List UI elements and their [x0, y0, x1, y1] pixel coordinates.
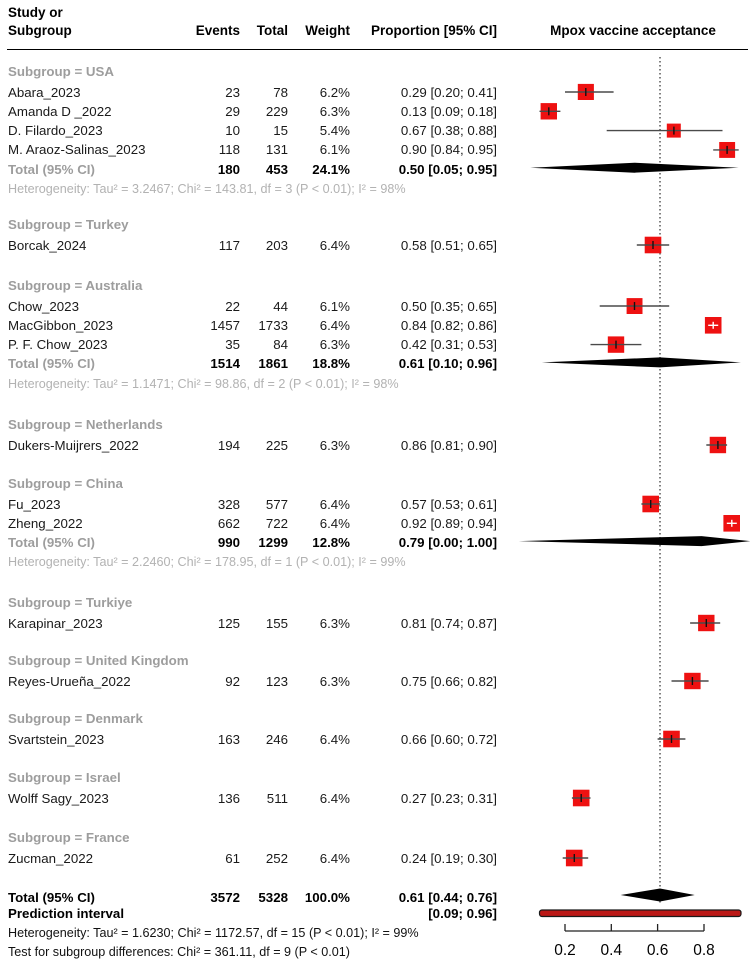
subgroup-total-row-proportion-cell: 0.50 [0.05; 0.95] [398, 161, 497, 177]
study-row-events-cell: 163 [217, 731, 240, 747]
study-row-label: Zucman_2022 [8, 850, 94, 866]
study-row-proportion-cell: 0.86 [0.81; 0.90] [400, 437, 497, 453]
study-row-weight-cell: 6.4% [319, 237, 350, 253]
study-row-label: Chow_2023 [8, 298, 79, 314]
study-row-weight-cell: 6.4% [319, 496, 350, 512]
study-row-events-cell: 118 [218, 142, 240, 158]
study-row-total-cell: 84 [273, 337, 288, 353]
subgroup-total-row-label: Total (95% CI) [8, 356, 95, 372]
subgroup-total-row-total-cell: 1299 [258, 535, 288, 551]
study-row-total-cell: 225 [265, 437, 288, 453]
subgroup-header-row-label: Subgroup = Denmark [8, 710, 143, 726]
subgroup-header-row-label: Subgroup = USA [8, 63, 115, 79]
study-row-total-cell: 577 [265, 496, 288, 512]
subgroup-total-row-total-cell: 453 [265, 161, 288, 177]
total-col-header: Total [256, 23, 288, 38]
study-row-label: Amanda D _2022 [8, 103, 112, 119]
x-axis-tick-label: 0.6 [646, 942, 669, 959]
study-row-proportion-cell: 0.81 [0.74; 0.87] [400, 615, 497, 631]
subgroup-total-row-events-cell: 990 [217, 535, 240, 551]
study-row-label: Abara_2023 [8, 84, 81, 100]
study-row-events-cell: 662 [217, 515, 240, 531]
study-row-proportion-cell: 0.67 [0.38; 0.88] [400, 123, 497, 139]
study-row-label: Wolff Sagy_2023 [8, 790, 109, 806]
study-row-label: Dukers-Muijrers_2022 [8, 437, 139, 453]
study-col-header-line1: Study or [8, 5, 63, 20]
study-row-events-cell: 22 [225, 298, 240, 314]
plot-title: Mpox vaccine acceptance [550, 23, 716, 38]
study-row-label: P. F. Chow_2023 [8, 337, 108, 353]
subgroup-header-row-label: Subgroup = Australia [8, 277, 143, 293]
study-row-proportion-cell: 0.90 [0.84; 0.95] [400, 142, 497, 158]
study-row-label: Fu_2023 [8, 496, 61, 512]
study-row-proportion-cell: 0.50 [0.35; 0.65] [400, 298, 497, 314]
prediction-interval-bar [540, 910, 742, 917]
study-row-weight-cell: 6.4% [319, 317, 350, 333]
subgroup-total-row-events-cell: 180 [217, 161, 240, 177]
study-row-total-cell: 131 [265, 142, 288, 158]
study-row-events-cell: 125 [217, 615, 240, 631]
subgroup-diamond [542, 357, 741, 367]
subgroup-test-row-label: Test for subgroup differences: Chi² = 361.11, df = 9 (P < 0.01) [8, 945, 350, 959]
subgroup-header-row-label: Subgroup = Netherlands [8, 416, 163, 432]
study-row-weight-cell: 6.3% [319, 337, 350, 353]
study-row-total-cell: 229 [265, 103, 288, 119]
overall-total-row-weight-cell: 100.0% [304, 889, 350, 905]
study-row-events-cell: 136 [217, 790, 240, 806]
overall-total-row-events-cell: 3572 [210, 889, 240, 905]
overall-diamond [621, 889, 695, 902]
study-row-proportion-cell: 0.58 [0.51; 0.65] [400, 237, 497, 253]
study-row-total-cell: 203 [265, 237, 288, 253]
study-row-label: MacGibbon_2023 [8, 317, 113, 333]
subgroup-diamond [530, 163, 738, 173]
study-row-total-cell: 252 [265, 850, 288, 866]
subgroup-header-row-label: Subgroup = Turkey [8, 216, 129, 232]
study-row-proportion-cell: 0.92 [0.89; 0.94] [400, 515, 497, 531]
study-row-label: M. Araoz-Salinas_2023 [8, 142, 146, 158]
subgroup-total-row-label: Total (95% CI) [8, 161, 95, 177]
study-row-total-cell: 44 [273, 298, 288, 314]
overall-total-row-label: Total (95% CI) [8, 889, 95, 905]
study-row-events-cell: 61 [225, 850, 240, 866]
study-row-proportion-cell: 0.57 [0.53; 0.61] [400, 496, 497, 512]
study-row-proportion-cell: 0.27 [0.23; 0.31] [400, 790, 497, 806]
study-row-label: Reyes-Urueña_2022 [8, 673, 131, 689]
subgroup-total-row-events-cell: 1514 [210, 356, 240, 372]
study-row-weight-cell: 6.2% [319, 84, 350, 100]
study-row-weight-cell: 6.1% [319, 298, 350, 314]
study-row-total-cell: 155 [265, 615, 288, 631]
study-row-events-cell: 23 [225, 84, 240, 100]
subgroup-header-row-label: Subgroup = China [8, 475, 123, 491]
study-row-events-cell: 35 [225, 337, 240, 353]
study-row-events-cell: 328 [217, 496, 240, 512]
study-row-weight-cell: 6.1% [319, 142, 350, 158]
study-row-total-cell: 246 [265, 731, 288, 747]
study-row-proportion-cell: 0.24 [0.19; 0.30] [400, 850, 497, 866]
study-row-proportion-cell: 0.84 [0.82; 0.86] [400, 317, 497, 333]
subgroup-total-row-proportion-cell: 0.79 [0.00; 1.00] [398, 535, 497, 551]
study-row-label: Svartstein_2023 [8, 731, 105, 747]
study-row-total-cell: 123 [265, 673, 288, 689]
subgroup-total-row-weight-cell: 18.8% [312, 356, 350, 372]
study-row-label: Karapinar_2023 [8, 615, 103, 631]
study-row-proportion-cell: 0.66 [0.60; 0.72] [400, 731, 497, 747]
weight-col-header: Weight [305, 23, 350, 38]
subgroup-total-row-total-cell: 1861 [258, 356, 288, 372]
x-axis-tick-label: 0.8 [693, 942, 715, 959]
study-row-weight-cell: 6.3% [319, 615, 350, 631]
subgroup-heterogeneity-row-label: Heterogeneity: Tau² = 1.1471; Chi² = 98.86, df = 2 (P < 0.01); I² = 98% [8, 376, 399, 391]
study-row-weight-cell: 6.4% [319, 515, 350, 531]
study-row-weight-cell: 6.4% [319, 790, 350, 806]
study-row-label: Zheng_2022 [8, 515, 83, 531]
study-row-weight-cell: 6.3% [319, 673, 350, 689]
subgroup-header-row-label: Subgroup = United Kingdom [8, 652, 189, 668]
study-row-proportion-cell: 0.29 [0.20; 0.41] [400, 84, 497, 100]
study-row-proportion-cell: 0.42 [0.31; 0.53] [400, 337, 497, 353]
study-row-label: Borcak_2024 [8, 237, 87, 253]
overall-heterogeneity-row-label: Heterogeneity: Tau² = 1.6230; Chi² = 1172.57, df = 15 (P < 0.01); I² = 99% [8, 926, 419, 940]
subgroup-diamond [519, 536, 751, 546]
study-row-weight-cell: 5.4% [319, 123, 350, 139]
study-row-events-cell: 117 [218, 237, 240, 253]
study-row-weight-cell: 6.3% [319, 437, 350, 453]
study-row-weight-cell: 6.3% [319, 103, 350, 119]
study-row-label: D. Filardo_2023 [8, 123, 103, 139]
study-row-events-cell: 1457 [210, 317, 240, 333]
study-row-events-cell: 29 [225, 103, 240, 119]
subgroup-total-row-weight-cell: 12.8% [312, 535, 350, 551]
study-row-events-cell: 92 [225, 673, 240, 689]
study-row-events-cell: 194 [217, 437, 240, 453]
subgroup-header-row-label: Subgroup = France [8, 829, 130, 845]
study-row-total-cell: 511 [266, 790, 288, 806]
subgroup-heterogeneity-row-label: Heterogeneity: Tau² = 3.2467; Chi² = 143.81, df = 3 (P < 0.01); I² = 98% [8, 182, 406, 196]
x-axis-tick-label: 0.4 [600, 942, 623, 959]
study-row-proportion-cell: 0.75 [0.66; 0.82] [400, 673, 497, 689]
prediction-interval-row-proportion-cell: [0.09; 0.96] [428, 906, 497, 921]
study-row-weight-cell: 6.4% [319, 731, 350, 747]
subgroup-header-row-label: Subgroup = Israel [8, 769, 121, 785]
study-row-total-cell: 722 [265, 515, 288, 531]
subgroup-total-row-label: Total (95% CI) [8, 535, 95, 551]
prediction-interval-row-label: Prediction interval [8, 906, 125, 921]
study-row-weight-cell: 6.4% [319, 850, 350, 866]
overall-total-row-total-cell: 5328 [258, 889, 288, 905]
subgroup-total-row-proportion-cell: 0.61 [0.10; 0.96] [398, 356, 497, 372]
study-row-total-cell: 78 [273, 84, 288, 100]
study-row-proportion-cell: 0.13 [0.09; 0.18] [400, 103, 497, 119]
subgroup-header-row-label: Subgroup = Turkiye [8, 594, 133, 610]
subgroup-total-row-weight-cell: 24.1% [312, 161, 350, 177]
study-row-total-cell: 1733 [258, 317, 288, 333]
study-row-total-cell: 15 [273, 123, 288, 139]
x-axis-tick-label: 0.2 [554, 942, 576, 959]
study-col-header-line2: Subgroup [8, 23, 72, 38]
study-row-events-cell: 10 [225, 123, 240, 139]
subgroup-heterogeneity-row-label: Heterogeneity: Tau² = 2.2460; Chi² = 178.95, df = 1 (P < 0.01); I² = 99% [8, 555, 406, 570]
proportion-col-header: Proportion [95% CI] [370, 23, 497, 38]
overall-total-row-proportion-cell: 0.61 [0.44; 0.76] [398, 889, 497, 905]
events-col-header: Events [195, 23, 240, 38]
